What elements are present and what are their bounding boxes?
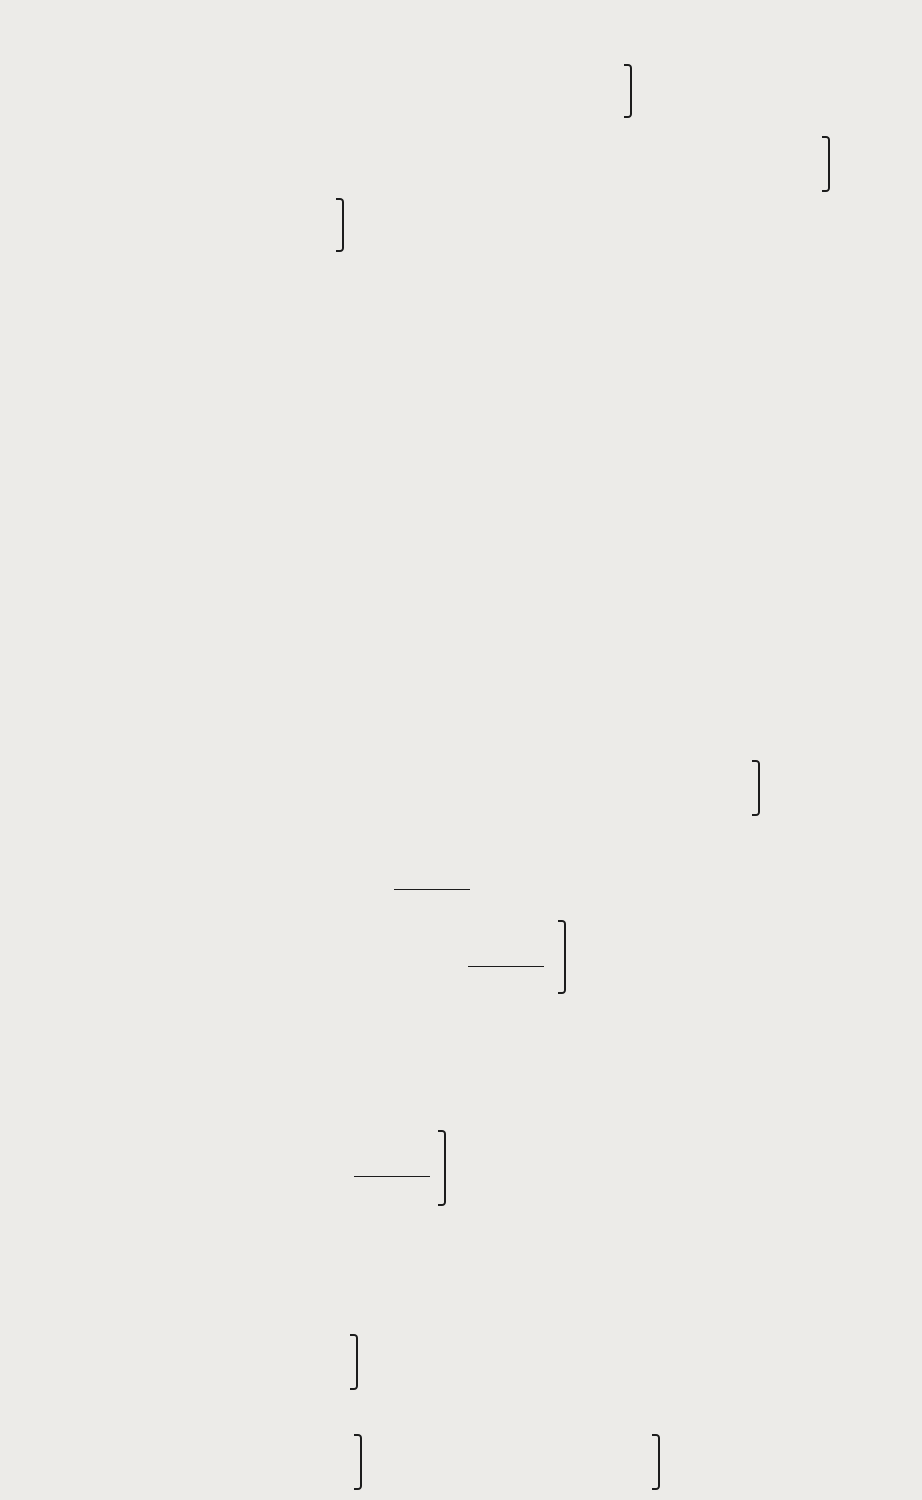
fraction-bar (394, 889, 470, 890)
system-brace (652, 1434, 660, 1490)
system-brace (624, 64, 632, 118)
system-brace (350, 1334, 358, 1390)
fraction-bar (468, 966, 544, 967)
system-brace (438, 1130, 446, 1206)
system-brace (822, 136, 830, 192)
system-brace (336, 198, 344, 252)
system-brace (354, 1434, 362, 1490)
system-brace (752, 760, 760, 816)
fraction-bar (354, 1176, 430, 1177)
system-brace (558, 920, 566, 994)
